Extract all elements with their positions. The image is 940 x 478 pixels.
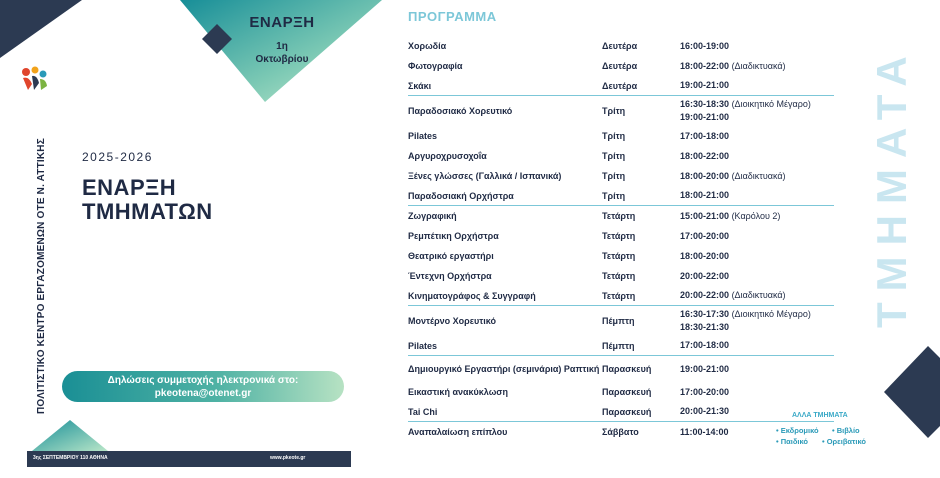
table-row <box>408 76 834 96</box>
activity-time <box>680 130 834 143</box>
program-heading: ΠΡΟΓΡΑΜΜΑ <box>408 9 497 24</box>
declaration-banner <box>62 371 344 402</box>
time-range: 16:30-18:30 <box>680 99 730 109</box>
other-section-item: • Εκδρομικό <box>776 426 819 435</box>
activity-time <box>680 386 834 399</box>
table-row <box>408 286 834 306</box>
activity-name: Παραδοσιακό Χορευτικό <box>408 106 513 116</box>
activity-day: Πέμπτη <box>602 340 635 351</box>
activity-name: Θεατρικό εργαστήρι <box>408 251 494 261</box>
table-row <box>408 402 834 422</box>
activity-day: Δευτέρα <box>602 61 638 71</box>
table-row <box>408 306 834 336</box>
activity-day: Τρίτη <box>602 131 626 141</box>
activity-name: Ρεμπέτικη Ορχήστρα <box>408 231 499 241</box>
activity-day: Σάββατο <box>602 427 639 437</box>
start-month: Οκτωβρίου <box>255 54 309 65</box>
time-range: 19:00-21:00 <box>680 80 730 90</box>
time-range: 18:00-22:00 <box>680 150 730 161</box>
table-row <box>408 126 834 146</box>
activity-day: Πέμπτη <box>602 316 635 326</box>
activity-name: Έντεχνη Ορχήστρα <box>408 271 492 281</box>
activity-name: Χορωδία <box>408 41 447 51</box>
activity-day: Παρασκευή <box>602 364 652 374</box>
time-range: 17:00-18:00 <box>680 340 730 350</box>
activity-day: Τρίτη <box>602 190 626 201</box>
activity-day: Τρίτη <box>602 171 626 181</box>
activity-day: Δευτέρα <box>602 41 638 51</box>
time-note: (Καρόλου 2) <box>731 210 781 221</box>
activity-day: Τετάρτη <box>602 271 636 281</box>
table-row <box>408 36 834 56</box>
time-range: 18:00-20:00 <box>680 250 730 261</box>
time-range: 19:00-21:00 <box>680 363 730 374</box>
activity-name: Pilates <box>408 131 438 141</box>
activity-day: Τετάρτη <box>602 211 636 221</box>
time-range: 20:00-21:30 <box>680 406 730 416</box>
table-row <box>408 206 834 226</box>
footer-website-link[interactable]: www.pkeote.gr <box>270 455 306 461</box>
table-row <box>408 422 834 442</box>
time-range: 16:30-17:30 <box>680 309 730 319</box>
time-range: 17:00-18:00 <box>680 130 730 141</box>
other-section-item: • Ορειβατικό <box>822 437 866 446</box>
activity-day: Τετάρτη <box>602 231 636 241</box>
activity-name: Σκάκι <box>408 80 432 91</box>
organization-name-vertical: ΠΟΛΙΤΙΣΤΙΚΟ ΚΕΝΤΡΟ ΕΡΓΑΖΟΜΕΝΩΝ ΟΤΕ Ν. ΑΤΤΙΚΗΣ <box>36 138 47 414</box>
other-section-item: • Παιδικό <box>776 437 808 446</box>
activity-name: Εικαστική ανακύκλωση <box>408 387 508 397</box>
activity-time <box>680 40 834 53</box>
activity-time <box>680 150 834 163</box>
declaration-text: Δηλώσεις συμμετοχής ηλεκτρονικά στο: <box>107 375 299 386</box>
activity-time <box>680 210 834 223</box>
bottom-gradient-triangle <box>32 420 108 451</box>
activity-name: Μοντέρνο Χορευτικό <box>408 316 496 326</box>
activity-day: Δευτέρα <box>602 80 638 91</box>
activity-name: Φωτογραφία <box>408 61 463 71</box>
other-sections-title: ΑΛΛΑ ΤΜΗΜΑΤΑ <box>792 412 848 419</box>
activity-name: Pilates <box>408 340 438 351</box>
activity-time <box>680 79 834 92</box>
table-row <box>408 336 834 356</box>
table-row <box>408 226 834 246</box>
activity-time <box>680 289 834 302</box>
side-watermark-title: ΤΜΗΜΑΤΑ <box>868 45 915 328</box>
activity-name: Δημιουργικό Εργαστήρι (σεμινάρια) Ραπτική <box>408 364 600 374</box>
activity-time <box>680 270 834 283</box>
time-note: (Διαδικτυακά) <box>731 170 786 181</box>
declaration-email-link[interactable]: pkeotena@otenet.gr <box>154 388 252 399</box>
time-range: 18:00-21:00 <box>680 190 730 200</box>
activity-time <box>680 98 834 124</box>
time-range: 20:00-22:00 <box>680 290 730 300</box>
table-row <box>408 246 834 266</box>
activity-time <box>680 170 834 183</box>
time-range: 17:00-20:00 <box>680 386 730 397</box>
activity-name: Παραδοσιακή Ορχήστρα <box>408 190 514 201</box>
table-row <box>408 266 834 286</box>
activity-day: Παρασκευή <box>602 406 652 417</box>
start-day: 1η <box>276 41 288 52</box>
time-range-second: 18:30-21:30 <box>680 322 730 332</box>
time-note: (Διαδικτυακά) <box>731 60 786 71</box>
activity-time <box>680 339 834 352</box>
activity-day: Τρίτη <box>602 106 626 116</box>
main-title-line-1: ΕΝΑΡΞΗ <box>82 175 177 200</box>
table-row <box>408 56 834 76</box>
activity-day: Τρίτη <box>602 151 626 161</box>
start-title: ΕΝΑΡΞΗ <box>249 14 315 31</box>
season-label: 2025-2026 <box>82 150 153 164</box>
activity-name: Αργυροχρυσοχοΐα <box>408 151 487 161</box>
activity-time <box>680 230 834 243</box>
table-row <box>408 356 834 382</box>
activity-day: Παρασκευή <box>602 387 652 397</box>
activity-time <box>680 363 834 376</box>
table-row <box>408 382 834 402</box>
time-range: 15:00-21:00 <box>680 210 730 221</box>
activity-name: Tai Chi <box>408 406 438 417</box>
other-section-item: • Βιβλίο <box>832 426 860 435</box>
main-title <box>82 176 213 224</box>
activity-time <box>680 60 834 73</box>
organization-logo-icon <box>20 66 50 92</box>
activity-name: Κινηματογράφος & Συγγραφή <box>408 290 536 301</box>
top-left-dark-triangle <box>0 0 82 58</box>
activity-day: Τετάρτη <box>602 251 636 261</box>
footer-address: 3ης ΣΕΠΤΕΜΒΡΙΟΥ 110 ΑΘΗΝΑ <box>33 455 108 461</box>
table-row <box>408 96 834 126</box>
start-date-block <box>232 14 332 65</box>
time-note: (Διοικητικό Μέγαρο) <box>731 309 811 319</box>
time-range: 18:00-22:00 <box>680 60 730 71</box>
activity-time <box>680 189 834 202</box>
main-title-line-2: ΤΜΗΜΑΤΩΝ <box>82 199 213 224</box>
time-range: 16:00-19:00 <box>680 40 730 51</box>
time-range-second: 19:00-21:00 <box>680 112 730 122</box>
activity-time <box>680 250 834 263</box>
activity-name: Ζωγραφική <box>408 211 457 221</box>
time-note: (Διοικητικό Μέγαρο) <box>731 99 811 109</box>
activity-day: Τετάρτη <box>602 290 636 301</box>
time-range: 18:00-20:00 <box>680 170 730 181</box>
time-range: 20:00-22:00 <box>680 270 730 281</box>
activity-name: Αναπαλαίωση επίπλου <box>408 427 508 437</box>
time-range: 17:00-20:00 <box>680 230 730 241</box>
time-note: (Διαδικτυακά) <box>731 290 786 300</box>
activity-name: Ξένες γλώσσες (Γαλλικά / Ισπανικά) <box>408 171 562 181</box>
table-row <box>408 166 834 186</box>
table-row <box>408 146 834 166</box>
right-dark-diamond <box>884 346 940 438</box>
schedule-table <box>408 36 834 442</box>
time-range: 11:00-14:00 <box>680 426 729 437</box>
table-row <box>408 186 834 206</box>
activity-time <box>680 308 834 334</box>
